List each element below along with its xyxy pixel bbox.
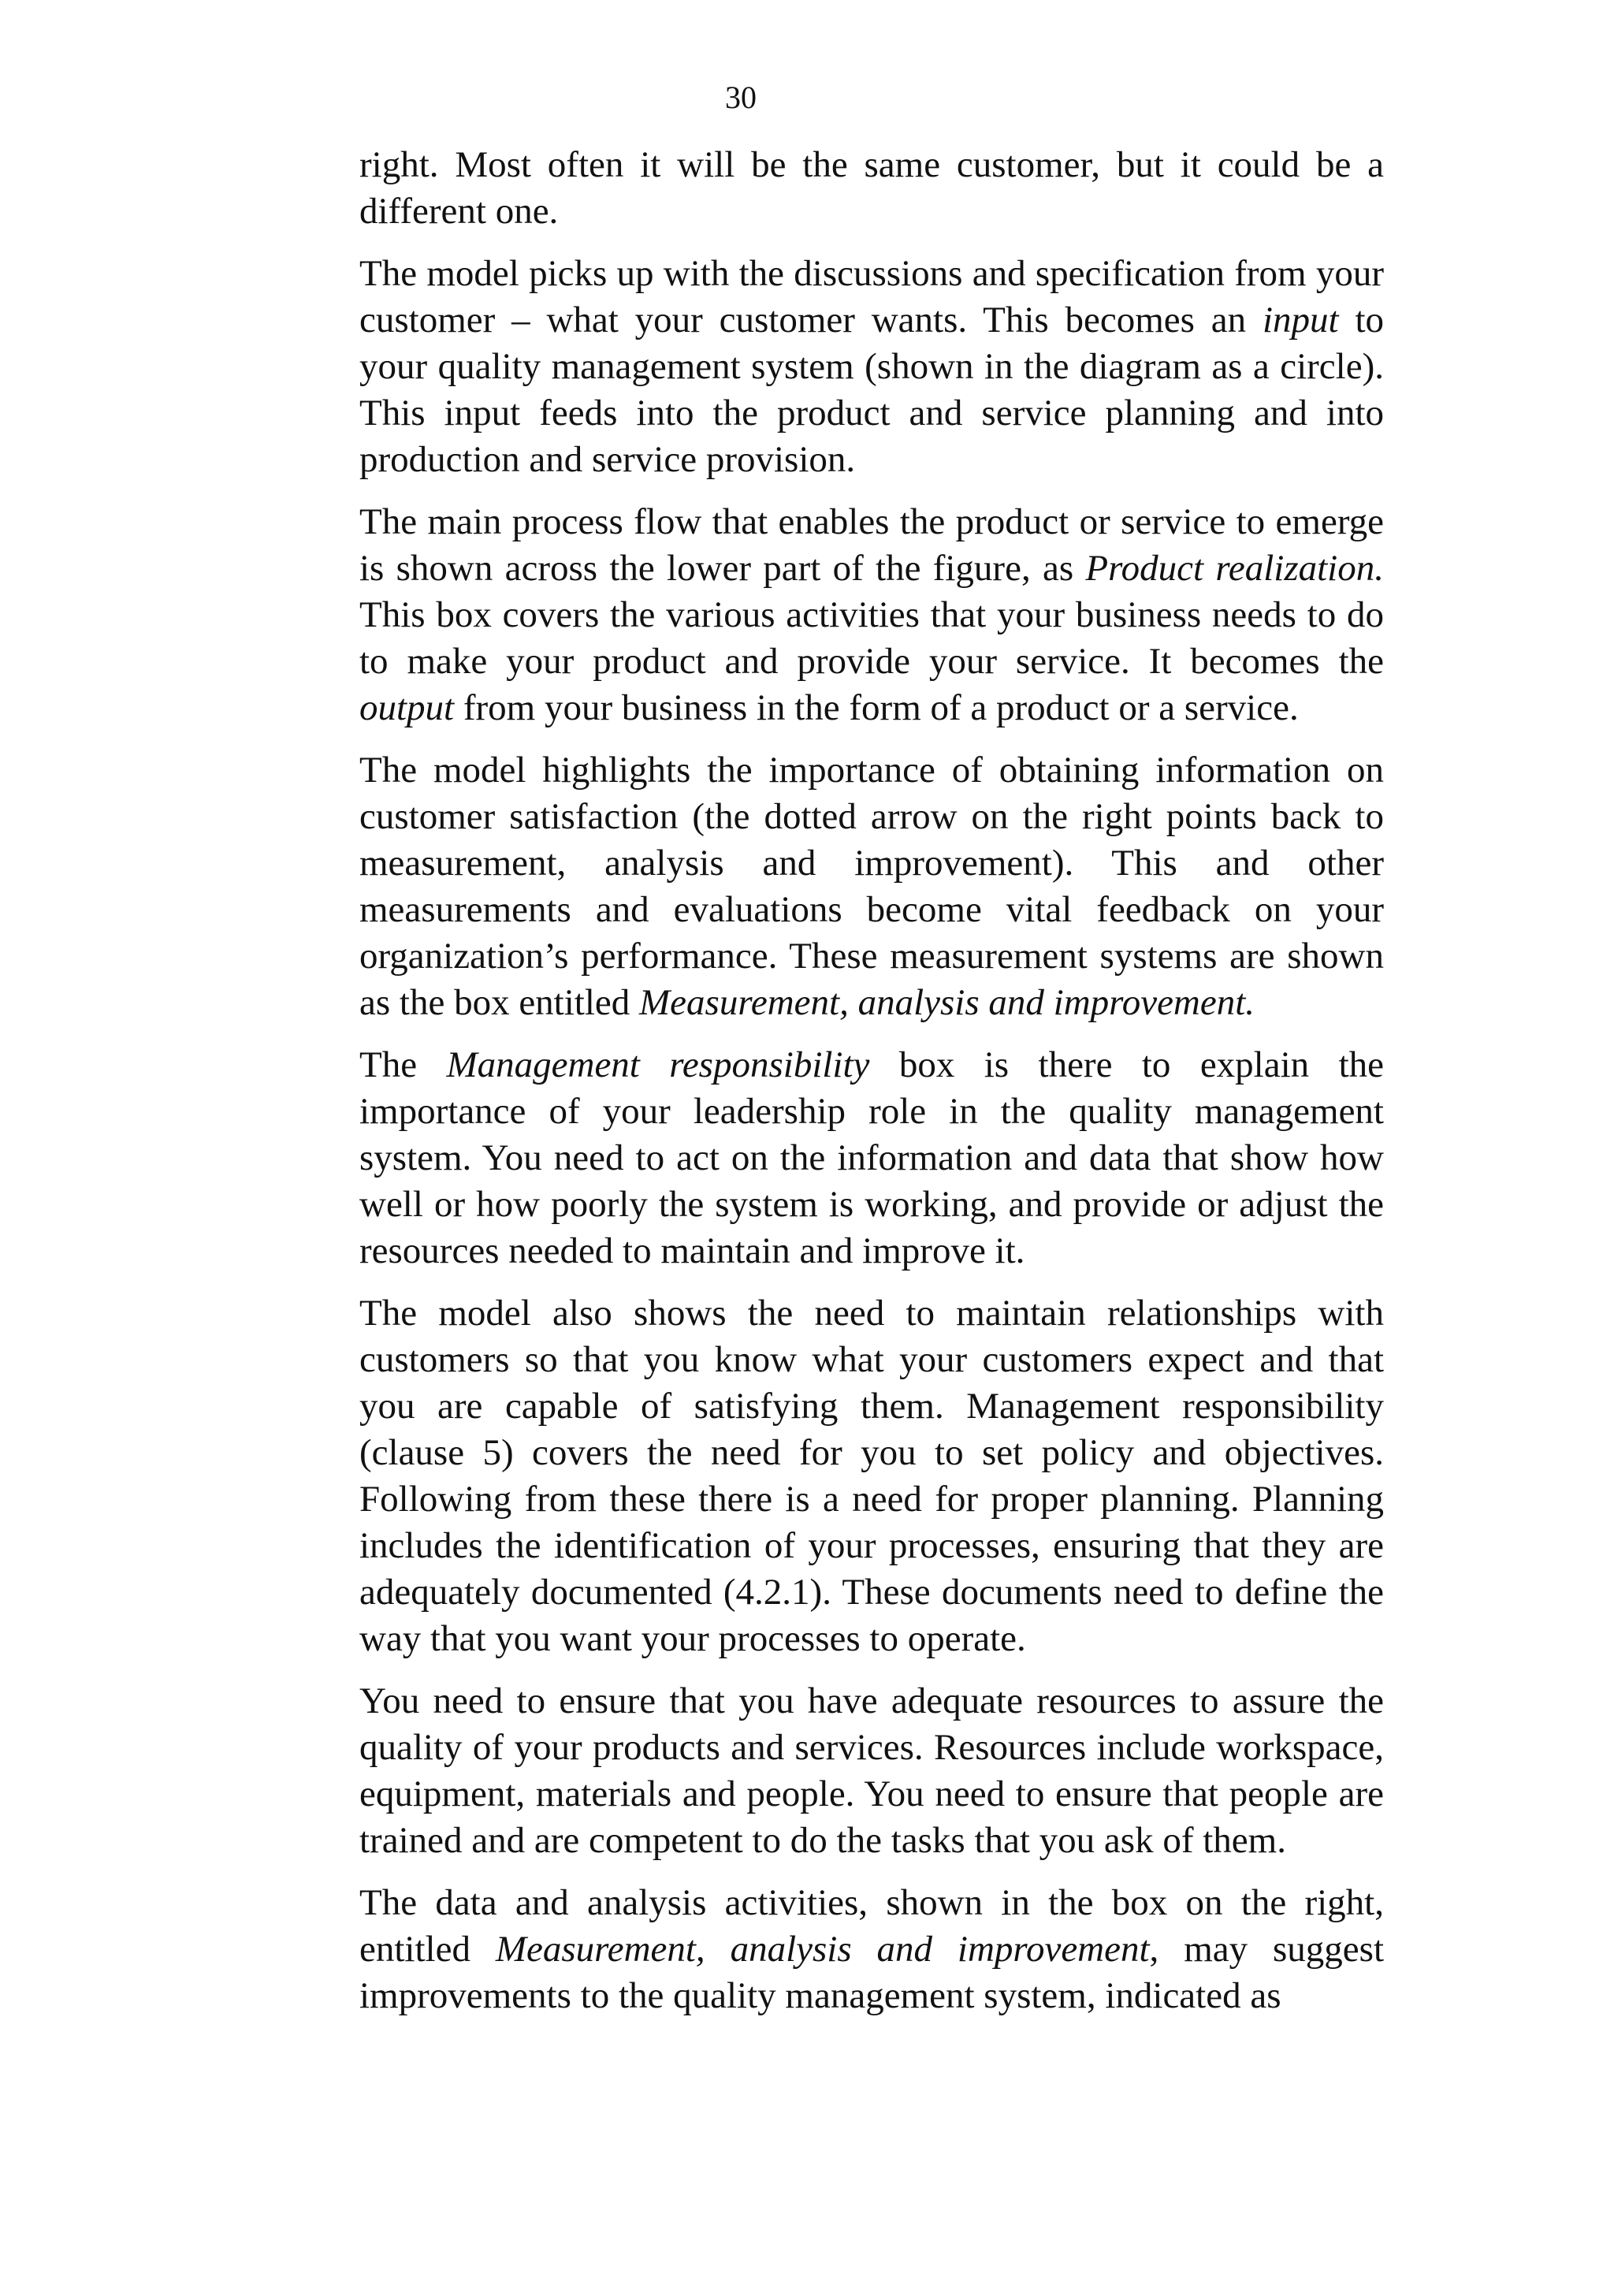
paragraph-6 (359, 1290, 1384, 1662)
text-run: The model highlights the importance of obtaining information on customer satisfaction (the dotted arrow on the right points back to measurement, analysis and improvement). This and other measurements and evaluations become vital feedback on your organization’s performance. These measurement systems are shown as the box entitled (359, 750, 1384, 1023)
text-run: You need to ensure that you have adequate resources to assure the quality of your products and services. Resources include workspace, equipment, materials and people. You need to ensure that people are trained and are competent to do the tasks that you ask of them. (359, 1680, 1384, 1861)
paragraph-3 (359, 499, 1384, 731)
text-run: The model also shows the need to maintain relationships with customers so that you know what your customers expect and that you are capable of satisfying them. Management responsibility (clause 5) covers the need for you to set policy and objectives. Following from these there is a need for proper planning. Planning includes the identification of your processes, ensuring that they are adequately documented (4.2.1). These documents need to define the way that you want your processes to operate. (359, 1293, 1384, 1659)
text-run: The model picks up with the discussions and specification from your customer – what your customer wants. This becomes an (359, 253, 1384, 340)
paragraph-4 (359, 747, 1384, 1026)
text-run: right. Most often it will be the same customer, but it could be a different one. (359, 144, 1384, 232)
paragraph-8 (359, 1880, 1384, 2019)
italic-term: Management responsibility (446, 1044, 870, 1085)
paragraph-1 (359, 142, 1384, 235)
text-run: from your business in the form of a product or a service. (454, 687, 1299, 728)
paragraph-2 (359, 251, 1384, 483)
italic-term: Measurement, analysis and improvement (495, 1929, 1150, 1970)
paragraph-7 (359, 1678, 1384, 1864)
text-run: The data and analysis activities, shown in the box on the right, entitled (359, 1882, 1384, 1970)
body-text (359, 142, 1384, 2035)
paragraph-5 (359, 1042, 1384, 1275)
italic-term: Measurement, analysis and improvement. (639, 982, 1255, 1023)
text-run: This box covers the various activities that your business needs to do to make your product and provide your service. It becomes the (359, 594, 1384, 682)
text-run: to your quality management system (shown in the diagram as a circle). This input feeds into the product and service planning and into production and service provision. (359, 300, 1385, 480)
text-run: box is there to explain the importance of your leadership role in the quality management system. You need to act on the information and data that show how well or how poorly the system is working, and provide or adjust the resources needed to maintain and improve it. (359, 1044, 1384, 1271)
italic-term: Product realization. (1085, 548, 1384, 589)
page-number: 30 (725, 80, 757, 115)
italic-term: input (1262, 300, 1339, 340)
italic-term: output (359, 687, 455, 728)
text-run: The main process flow that enables the product or service to emerge is shown across the lower part of the figure, as (359, 501, 1384, 589)
text-run: The (359, 1044, 447, 1085)
text-run: , may suggest improvements to the quality management system, indicated as (359, 1929, 1384, 2016)
